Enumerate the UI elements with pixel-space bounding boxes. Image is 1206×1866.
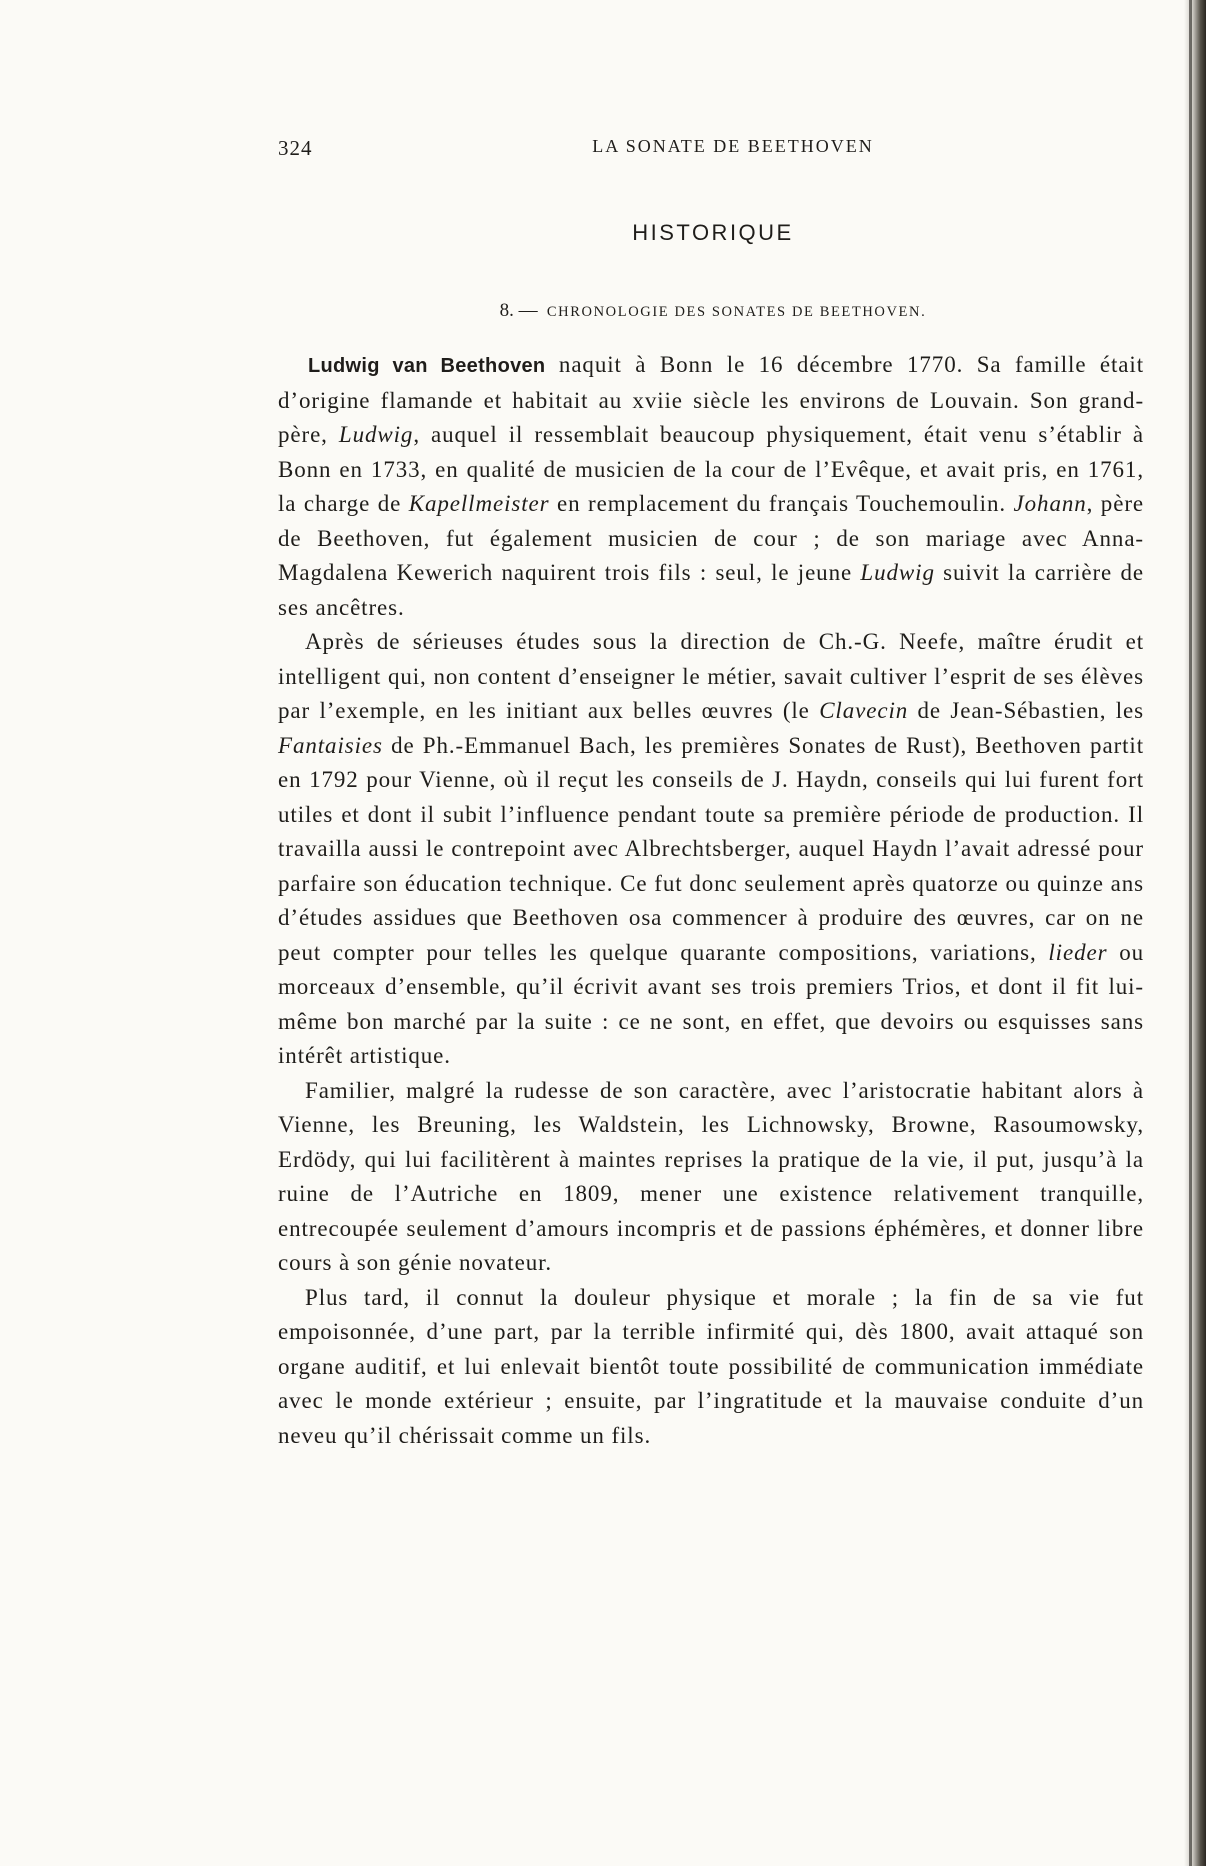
- paragraph-text: Après de sérieuses études sous la direction de Ch.-G. Neefe, maître érudit et intelligent qui, non content d’enseigner le métier, savait cultiver l’esprit de ses élèves par l’exemple, en les initiant aux belles œuvres (le: [278, 629, 1144, 723]
- italic-term: Fantaisies: [278, 732, 383, 758]
- page-number: 324: [278, 136, 313, 160]
- paragraph-3: [278, 1074, 1144, 1281]
- paragraph-text: Plus tard, il connut la douleur physique et morale ; la fin de sa vie fut empoisonnée, d’une part, par la terrible infirmité qui, dès 1800, avait attaqué son organe auditif, et lui enlevait bientôt toute possibilité de communication immédiate avec le monde extérieur ; ensuite, par l’ingratitude et la mauvaise conduite d’un neveu qu’il chérissait comme un fils.: [278, 1284, 1144, 1448]
- italic-term: Kapellmeister: [408, 491, 550, 516]
- body-text: [278, 348, 1144, 1453]
- italic-term: Clavecin: [819, 698, 909, 723]
- running-head: [278, 136, 1148, 166]
- paragraph-4: [278, 1281, 1144, 1454]
- paragraph-2: [278, 625, 1144, 1074]
- binding-edge-line: [1189, 0, 1192, 1866]
- paragraph-text: , père de Beethoven, fut également musicien de cour ; de son mariage avec Anna-Magdalena Kewerich naquirent trois fils : seul, le jeune: [278, 491, 1144, 585]
- subsection-heading: [278, 300, 1148, 322]
- italic-term: Ludwig: [860, 560, 935, 585]
- running-title: LA SONATE DE BEETHOVEN: [592, 136, 874, 156]
- paragraph-text: , auquel il ressemblait beaucoup physiquement, était venu s’établir à Bonn en 1733, en qualité de musicien de la cour de l’Evêque, et avait pris, en 1761, la charge de: [278, 422, 1144, 516]
- paragraph-text: de Jean-Sébastien, les: [908, 698, 1145, 723]
- paragraph-text: suivit la carrière de ses ancêtres.: [278, 560, 1144, 620]
- subsection-number: 8. —: [499, 300, 538, 321]
- lead-name: Ludwig van Beethoven: [308, 355, 546, 377]
- paragraph-text: de Ph.-Emmanuel Bach, les premières Sonates de Rust), Beethoven partit en 1792 pour Vienne, où il reçut les conseils de J. Haydn, conseils qui lui furent fort utiles et dont il subit l’influence pendant toute sa première période de production. Il travailla aussi le contrepoint avec Albrechtsberger, auquel Haydn l’avait adressé pour parfaire son éducation technique. Ce fut donc seulement après quatorze ou quinze ans d’études assidues que Beethoven osa commencer à produire des œuvres, car on ne peut compter pour telles les quelque quarante compositions, variations,: [278, 732, 1144, 965]
- paragraph-text: en remplacement du français Touchemoulin.: [549, 491, 1014, 516]
- binding-edge-shadow: [1184, 0, 1206, 1866]
- italic-term: lieder: [1048, 939, 1108, 965]
- paragraph-text: Familier, malgré la rudesse de son caractère, avec l’aristocratie habitant alors à Vienne, les Breuning, les Waldstein, les Lichnowsky, Browne, Rasoumowsky, Erdödy, qui lui facilitèrent à maintes reprises la pratique de la vie, il put, jusqu’à la ruine de l’Autriche en 1809, mener une existence relativement tranquille, entrecoupée seulement d’amours incompris et de passions éphémères, et donner libre cours à son génie novateur.: [278, 1077, 1144, 1275]
- italic-term: Ludwig: [338, 422, 414, 447]
- paragraph-1: [278, 348, 1144, 625]
- section-title: HISTORIQUE: [632, 220, 794, 245]
- paragraph-text: naquit à Bonn le 16 décembre 1770. Sa famille était d’origine flamande et habitait au xviie siècle les environs de Louvain. Son grand-père,: [278, 352, 1144, 447]
- subsection-title: CHRONOLOGIE DES SONATES DE BEETHOVEN.: [546, 304, 927, 320]
- italic-term: Johann: [1013, 491, 1087, 516]
- paragraph-text: ou morceaux d’ensemble, qu’il écrivit avant ses trois premiers Trios, et dont il fit lui-même bon marché par la suite : ce ne sont, en effet, que devoirs ou esquisses sans intérêt artistique.: [278, 939, 1144, 1068]
